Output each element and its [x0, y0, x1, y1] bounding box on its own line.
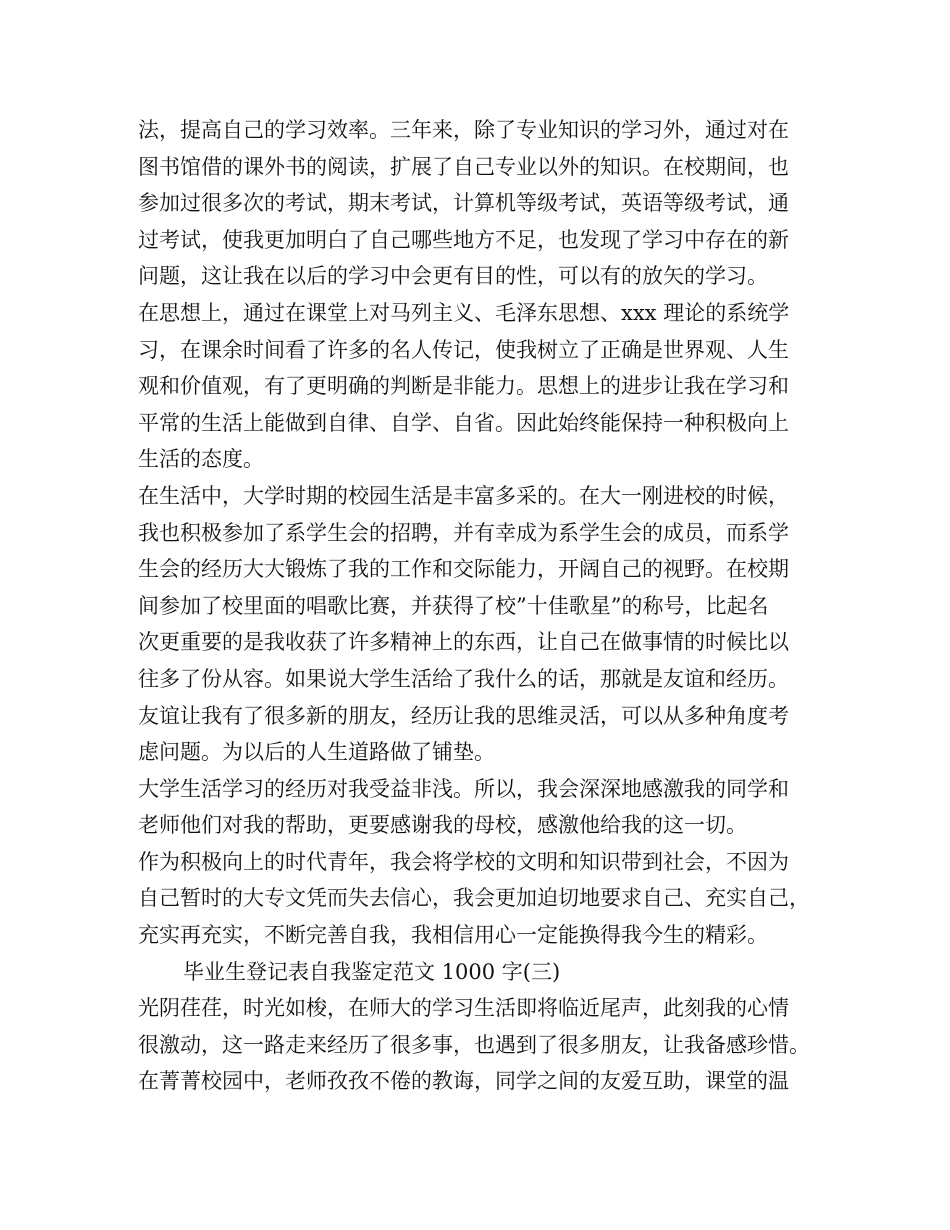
paragraph-line: 往多了份从容。如果说大学生活给了我什么的话，那就是友谊和经历。 — [138, 666, 789, 691]
paragraph-line: 观和价值观，有了更明确的判断是非能力。思想上的进步让我在学习和 — [138, 374, 789, 399]
paragraph-line: 虑问题。为以后的人生道路做了铺垫。 — [138, 740, 495, 765]
paragraph-line: 平常的生活上能做到自律、自学、自省。因此始终能保持一种积极向上 — [138, 410, 789, 435]
paragraph-line: 生活的态度。 — [138, 447, 264, 472]
paragraph-line: 习，在课余时间看了许多的名人传记，使我树立了正确是世界观、人生 — [138, 337, 789, 362]
paragraph-line: 自己暂时的大专文凭而失去信心，我会更加迫切地要求自己、充实自己， — [138, 886, 810, 911]
paragraph-line: 友谊让我有了很多新的朋友，经历让我的思维灵活，可以从多种角度考 — [138, 703, 789, 728]
paragraph-line: 图书馆借的课外书的阅读，扩展了自己专业以外的知识。在校期间，也 — [138, 154, 789, 179]
paragraph-line: 很激动，这一路走来经历了很多事，也遇到了很多朋友，让我备感珍惜。 — [138, 1032, 810, 1057]
paragraph-line: 在生活中，大学时期的校园生活是丰富多采的。在大一刚进校的时候， — [138, 483, 789, 508]
paragraph-line: 次更重要的是我收获了许多精神上的东西，让自己在做事情的时候比以 — [138, 630, 789, 655]
paragraph-line: 在菁菁校园中，老师孜孜不倦的教诲，同学之间的友爱互助，课堂的温 — [138, 1069, 789, 1094]
paragraph-line: 我也积极参加了系学生会的招聘，并有幸成为系学生会的成员，而系学 — [138, 520, 789, 545]
paragraph-line: 在思想上，通过在课堂上对马列主义、毛泽东思想、xxx 理论的系统学 — [138, 300, 790, 325]
paragraph-line: 参加过很多次的考试，期末考试，计算机等级考试，英语等级考试，通 — [138, 191, 789, 216]
paragraph-line: 间参加了校里面的唱歌比赛，并获得了校”十佳歌星”的称号，比起名 — [138, 593, 769, 618]
paragraph-line: 充实再充实，不断完善自我，我相信用心一定能换得我今生的精彩。 — [138, 923, 768, 948]
paragraph-line: 光阴荏荏，时光如梭，在师大的学习生活即将临近尾声，此刻我的心情 — [138, 996, 789, 1021]
paragraph-line: 问题，这让我在以后的学习中会更有目的性，可以有的放矢的学习。 — [138, 264, 768, 289]
paragraph-line: 生会的经历大大锻炼了我的工作和交际能力，开阔自己的视野。在校期 — [138, 557, 789, 582]
document-body — [138, 112, 828, 1100]
paragraph-line: 作为积极向上的时代青年，我会将学校的文明和知识带到社会，不因为 — [138, 849, 789, 874]
paragraph-line: 老师他们对我的帮助，更要感谢我的母校，感激他给我的这一切。 — [138, 813, 747, 838]
paragraph-line: 过考试，使我更加明白了自己哪些地方不足，也发现了学习中存在的新 — [138, 227, 789, 252]
paragraph-line: 大学生活学习的经历对我受益非浅。所以，我会深深地感激我的同学和 — [138, 776, 789, 801]
section-heading: 毕业生登记表自我鉴定范文 1000 字(三) — [183, 959, 561, 984]
paragraph-line: 法，提高自己的学习效率。三年来，除了专业知识的学习外，通过对在 — [138, 118, 789, 142]
